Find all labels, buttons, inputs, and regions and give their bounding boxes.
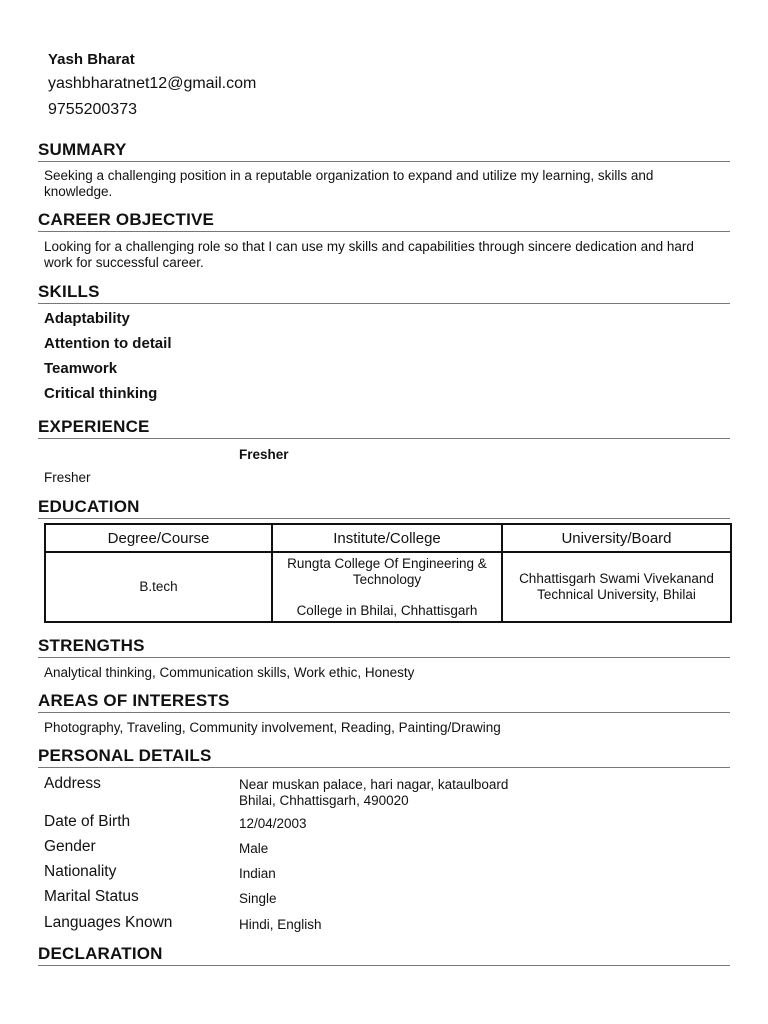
table-row <box>45 552 731 622</box>
candidate-name: Yash Bharat <box>48 51 135 68</box>
personal-details-heading: PERSONAL DETAILS <box>38 746 730 768</box>
column-header-degree: Degree/Course <box>45 524 272 552</box>
experience-section <box>38 417 730 439</box>
skills-section <box>38 282 730 304</box>
declaration-heading: DECLARATION <box>38 944 730 966</box>
institute-location: College in Bhilai, Chhattisgarh <box>296 602 478 618</box>
experience-role: Fresher <box>239 447 289 462</box>
column-header-university: University/Board <box>502 524 731 552</box>
candidate-email: yashbharatnet12@gmail.com <box>48 75 257 92</box>
address-label: Address <box>44 775 101 792</box>
marital-status-value: Single <box>239 891 277 906</box>
nationality-label: Nationality <box>44 863 117 880</box>
dob-value: 12/04/2003 <box>239 816 307 831</box>
institute-name: Rungta College Of Engineering & Technology <box>287 555 487 587</box>
education-section <box>38 497 730 519</box>
interests-heading: AREAS OF INTERESTS <box>38 691 730 713</box>
address-line-1: Near muskan palace, hari nagar, kataulboard <box>239 777 509 792</box>
skill-item: Adaptability <box>44 310 130 327</box>
education-heading: EDUCATION <box>38 497 730 519</box>
university-cell: Chhattisgarh Swami Vivekanand Technical University, Bhilai <box>502 552 731 622</box>
summary-text: Seeking a challenging position in a reputable organization to expand and utilize my learning, skills and knowledge. <box>44 168 654 199</box>
degree-cell: B.tech <box>45 552 272 622</box>
institute-cell <box>272 552 502 622</box>
gender-label: Gender <box>44 838 96 855</box>
personal-details-section <box>38 746 730 768</box>
address-value <box>239 777 508 809</box>
strengths-text: Analytical thinking, Communication skills, Work ethic, Honesty <box>44 665 415 680</box>
strengths-heading: STRENGTHS <box>38 636 730 658</box>
experience-heading: EXPERIENCE <box>38 417 730 439</box>
languages-value: Hindi, English <box>239 917 322 932</box>
interests-section <box>38 691 730 713</box>
skill-item: Critical thinking <box>44 385 158 402</box>
column-header-institute: Institute/College <box>272 524 502 552</box>
career-objective-section <box>38 210 730 232</box>
summary-heading: SUMMARY <box>38 140 730 162</box>
marital-status-label: Marital Status <box>44 888 139 905</box>
education-header-row <box>45 524 731 552</box>
education-table <box>44 523 732 623</box>
nationality-value: Indian <box>239 866 276 881</box>
career-objective-text: Looking for a challenging role so that I can use my skills and capabilities through sincere dedication and hard work for successful career. <box>44 239 694 270</box>
candidate-phone: 9755200373 <box>48 101 137 118</box>
strengths-section <box>38 636 730 658</box>
address-line-2: Bhilai, Chhattisgarh, 490020 <box>239 793 409 808</box>
experience-description: Fresher <box>44 470 91 485</box>
languages-label: Languages Known <box>44 914 173 931</box>
dob-label: Date of Birth <box>44 813 131 830</box>
gender-value: Male <box>239 841 269 856</box>
interests-text: Photography, Traveling, Community involvement, Reading, Painting/Drawing <box>44 720 501 735</box>
summary-section <box>38 140 730 162</box>
skill-item: Teamwork <box>44 360 118 377</box>
skills-heading: SKILLS <box>38 282 730 304</box>
declaration-section <box>38 944 730 966</box>
skill-item: Attention to detail <box>44 335 172 352</box>
career-objective-heading: CAREER OBJECTIVE <box>38 210 730 232</box>
